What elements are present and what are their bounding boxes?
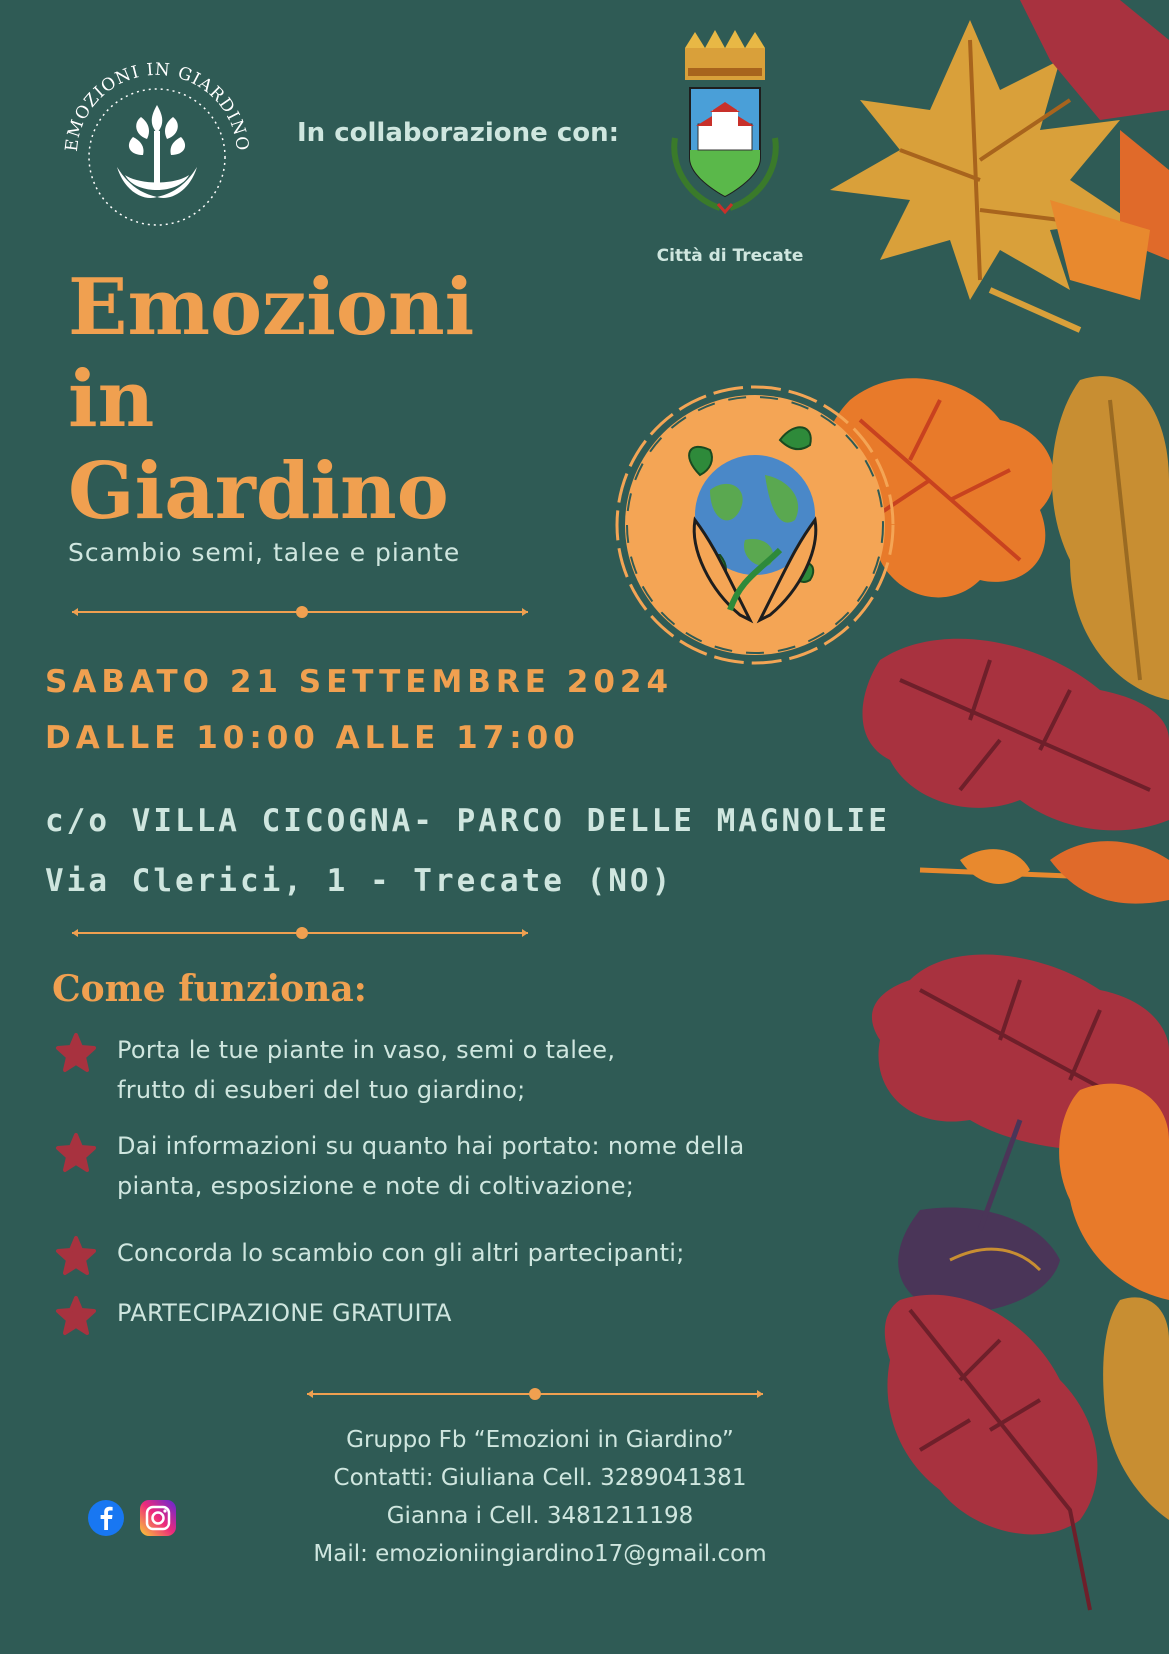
list-item-text: Dai informazioni su quanto hai portato: nome della — [117, 1132, 745, 1160]
title-line: Emozioni — [68, 262, 475, 353]
facebook-group: Gruppo Fb “Emozioni in Giardino” — [346, 1427, 734, 1453]
facebook-icon[interactable] — [88, 1500, 124, 1536]
instagram-icon[interactable] — [140, 1500, 176, 1536]
event-subtitle: Scambio semi, talee e piante — [68, 538, 461, 567]
title-line: in — [68, 354, 155, 445]
emozioni-in-giardino-logo — [55, 45, 260, 235]
event-address: Via Clerici, 1 - Trecate (NO) — [45, 863, 674, 899]
list-item-text: Concorda lo scambio con gli altri partecipanti; — [117, 1239, 685, 1267]
list-item-text: pianta, esposizione e note di coltivazione; — [117, 1172, 635, 1200]
event-title — [68, 262, 474, 538]
event-date: SABATO 21 SETTEMBRE 2024 — [45, 664, 674, 700]
list-item-text: frutto di esuberi del tuo giardino; — [117, 1076, 526, 1104]
divider — [70, 926, 530, 940]
contact-gianna: Gianna i Cell. 3481211198 — [386, 1503, 694, 1529]
list-item — [55, 1233, 815, 1273]
contact-info — [270, 1421, 810, 1573]
globe-in-hands-illustration — [610, 380, 900, 670]
tree-in-hands-icon — [117, 105, 197, 198]
divider — [70, 605, 530, 619]
city-crest-icon — [650, 28, 800, 233]
contact-giuliana: Contatti: Giuliana Cell. 3289041381 — [333, 1465, 747, 1491]
bullet-star-icon — [55, 1235, 97, 1277]
bullet-star-icon — [55, 1295, 97, 1337]
list-item-text: PARTECIPAZIONE GRATUITA — [117, 1299, 452, 1327]
bullet-star-icon — [55, 1132, 97, 1174]
list-item — [55, 1030, 815, 1110]
divider — [305, 1387, 765, 1401]
collaboration-label: In collaborazione con: — [297, 118, 620, 148]
event-time: DALLE 10:00 ALLE 17:00 — [45, 720, 580, 756]
how-it-works-heading: Come funziona: — [52, 968, 367, 1010]
svg-text:EMOZIONI IN GIARDINO: EMOZIONI IN GIARDINO — [61, 59, 253, 153]
list-item-text: Porta le tue piante in vaso, semi o talee, — [117, 1036, 616, 1064]
event-venue: c/o VILLA CICOGNA- PARCO DELLE MAGNOLIE — [45, 803, 890, 839]
city-name: Città di Trecate — [656, 246, 804, 266]
contact-email[interactable]: Mail: emozioniingiardino17@gmail.com — [313, 1541, 767, 1567]
bullet-star-icon — [55, 1032, 97, 1074]
list-item — [55, 1126, 815, 1206]
list-item — [55, 1293, 815, 1333]
title-line: Giardino — [68, 446, 449, 537]
